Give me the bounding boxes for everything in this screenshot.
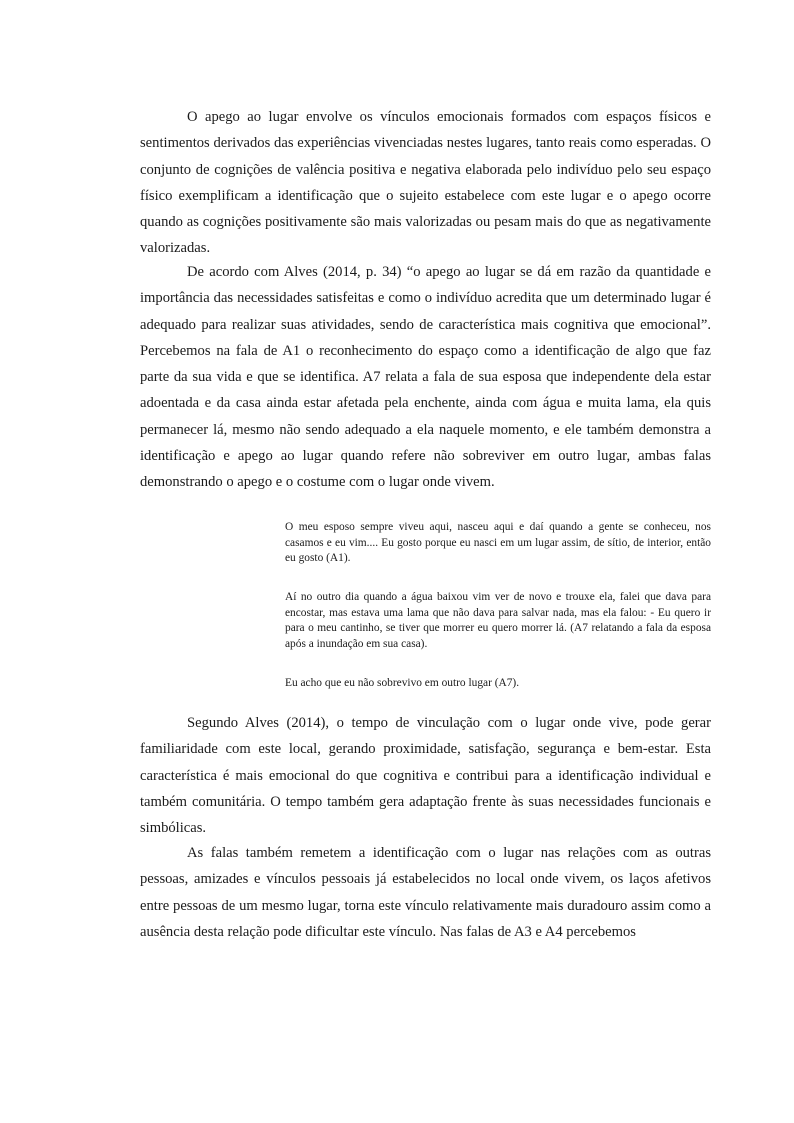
body-paragraph-place-attachment: O apego ao lugar envolve os vínculos emocionais formados com espaços físicos e sentimentos derivados das experiências vivenciadas nestes lugares, tanto reais como esperadas. O conjunto de cognições de valência positiva e negativa elaborada pelo indivíduo pelo seu espaço físico exemplificam a identificação que o sujeito estabelece com este lugar e o apego ocorre quando as cognições positivamente são mais valorizadas ou pesam mais do que as negativamente valorizadas.: [140, 109, 711, 257]
body-paragraph-alves-citation: De acordo com Alves (2014, p. 34) “o apego ao lugar se dá em razão da quantidade e importância das necessidades satisfeitas e como o indivíduo acredita que um determinado lugar é adequado para realizar suas atividades, sendo de característica mais cognitiva que emocional”. Percebemos na fala de A1 o reconhecimento do espaço como a identificação de algo que faz parte da sua vida e que se identifica. A7 relata a fala de sua esposa que independente dela estar adoentada e da casa ainda estar afetada pela enchente, ainda com água e muita lama, ela quis permanecer lá, mesmo não sendo adequado a ela naquele momento, e ele também demonstra a identificação e apego ao lugar quando refere não sobreviver em outro lugar, ambas falas demonstrando o apego e o costume com o lugar onde vivem.: [140, 264, 711, 491]
body-paragraph-time-bonding: Segundo Alves (2014), o tempo de vinculação com o lugar onde vive, pode gerar familiaridade com este local, gerando proximidade, satisfação, segurança e bem-estar. Esta característica é mais emocional do que cognitiva e contribui para a identificação individual e também comunitária. O tempo também gera adaptação frente às suas necessidades funcionais e simbólicas.: [140, 715, 711, 837]
block-quote-a7: Eu acho que eu não sobrevivo em outro lugar (A7).: [285, 677, 520, 689]
block-quote-a7-wife: Aí no outro dia quando a água baixou vim ver de novo e trouxe ela, falei que dava para encostar, mas estava uma lama que não dava para salvar nada, mas ela falou: - Eu quero ir para o meu cantinho, se tiver que morrer eu quero morrer lá. (A7 relatando a fala da esposa após a inundação em sua casa).: [285, 591, 711, 650]
body-paragraph-social-relations: As falas também remetem a identificação com o lugar nas relações com as outras pessoas, amizades e vínculos pessoais já estabelecidos no local onde vivem, os laços afetivos entre pessoas de um mesmo lugar, torna este vínculo relativamente mais duradouro assim como a ausência desta relação pode dificultar este vínculo. Nas falas de A3 e A4 percebemos: [140, 845, 711, 940]
block-quote-a1: O meu esposo sempre viveu aqui, nasceu aqui e daí quando a gente se conheceu, nos casamos e eu vim.... Eu gosto porque eu nasci em um lugar assim, de sítio, de interior, então eu gosto (A1).: [285, 521, 711, 565]
